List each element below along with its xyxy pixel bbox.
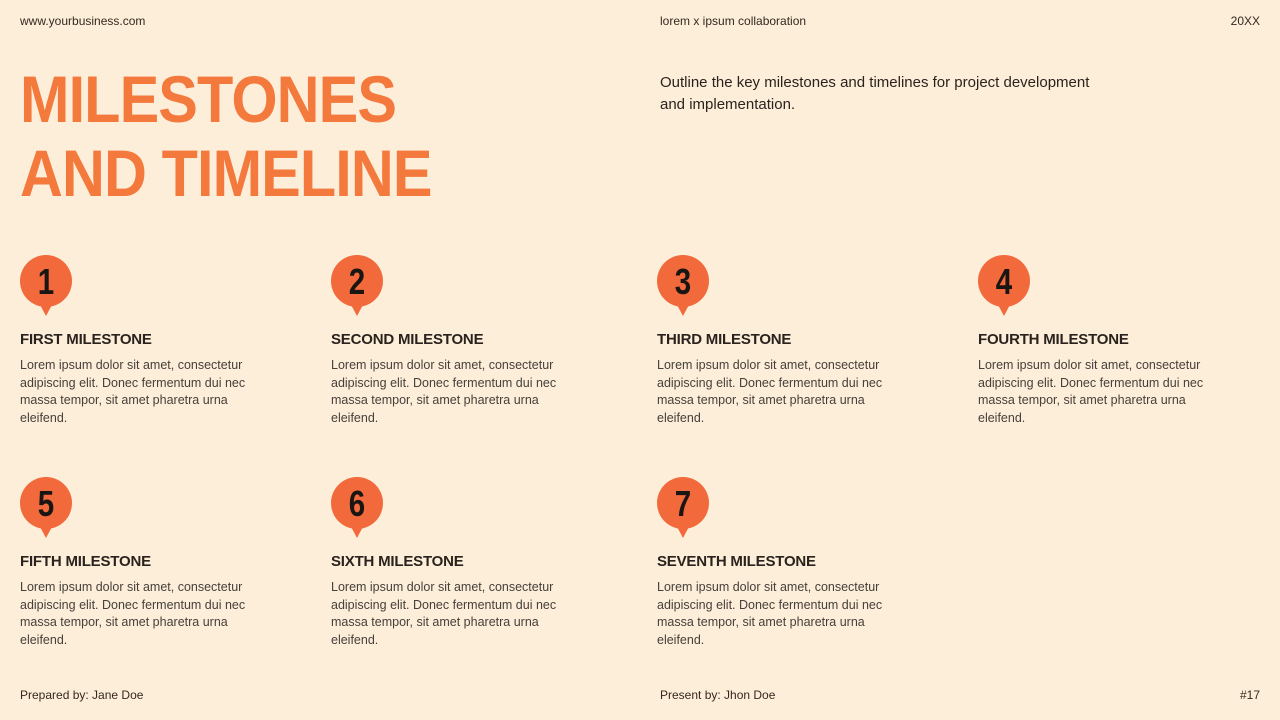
page-title	[20, 62, 432, 210]
milestone-body: Lorem ipsum dolor sit amet, consectetur adipiscing elit. Donec fermentum dui nec massa tempor, sit amet pharetra urna eleifend.	[331, 358, 557, 425]
milestone-body: Lorem ipsum dolor sit amet, consectetur adipiscing elit. Donec fermentum dui nec massa tempor, sit amet pharetra urna eleifend.	[978, 358, 1204, 425]
milestone-card-2	[331, 255, 657, 427]
present-by-label: Present by: Jhon Doe	[660, 688, 776, 702]
map-pin-icon	[657, 477, 709, 539]
milestone-body: Lorem ipsum dolor sit amet, consectetur adipiscing elit. Donec fermentum dui nec massa tempor, sit amet pharetra urna eleifend.	[331, 580, 557, 647]
milestone-card-1	[20, 255, 331, 427]
milestone-body: Lorem ipsum dolor sit amet, consectetur adipiscing elit. Donec fermentum dui nec massa tempor, sit amet pharetra urna eleifend.	[657, 580, 883, 647]
map-pin-icon	[978, 255, 1030, 317]
milestone-title: FIFTH MILESTONE	[20, 553, 151, 570]
milestone-number: 1	[37, 261, 55, 302]
prepared-by-label: Prepared by: Jane Doe	[20, 688, 144, 702]
milestone-body: Lorem ipsum dolor sit amet, consectetur adipiscing elit. Donec fermentum dui nec massa tempor, sit amet pharetra urna eleifend.	[20, 580, 246, 647]
milestone-body: Lorem ipsum dolor sit amet, consectetur adipiscing elit. Donec fermentum dui nec massa tempor, sit amet pharetra urna eleifend.	[657, 358, 883, 425]
milestone-number: 5	[37, 483, 55, 524]
milestone-body: Lorem ipsum dolor sit amet, consectetur adipiscing elit. Donec fermentum dui nec massa tempor, sit amet pharetra urna eleifend.	[20, 358, 246, 425]
milestone-number: 7	[674, 483, 692, 524]
milestone-number: 6	[348, 483, 366, 524]
map-pin-icon	[331, 477, 383, 539]
milestone-title: SECOND MILESTONE	[331, 331, 484, 348]
milestones-row-1	[20, 255, 1280, 427]
milestone-title: THIRD MILESTONE	[657, 331, 792, 348]
milestone-title: FOURTH MILESTONE	[978, 331, 1129, 348]
milestones-row-2	[20, 477, 1280, 649]
collaboration-label: lorem x ipsum collaboration	[660, 14, 807, 28]
map-pin-icon	[20, 477, 72, 539]
milestone-card-5	[20, 477, 331, 649]
bottom-meta-bar	[20, 688, 1260, 704]
slide-description: Outline the key milestones and timelines for project development and implementation.	[660, 74, 1090, 113]
milestone-card-6	[331, 477, 657, 649]
page-number: #17	[1239, 688, 1260, 702]
map-pin-icon	[20, 255, 72, 317]
map-pin-icon	[331, 255, 383, 317]
milestone-card-4	[978, 255, 1280, 427]
milestone-number: 2	[348, 261, 366, 302]
map-pin-icon	[657, 255, 709, 317]
website-url: www.yourbusiness.com	[20, 14, 146, 28]
year-label: 20XX	[1230, 14, 1260, 28]
page-title-line-2: AND TIMELINE	[20, 136, 432, 210]
page-title-line-1: MILESTONES	[20, 62, 397, 136]
top-meta-bar	[20, 14, 1260, 30]
milestone-card-3	[657, 255, 978, 427]
milestone-title: SEVENTH MILESTONE	[657, 553, 816, 570]
milestone-card-7	[657, 477, 978, 649]
milestone-number: 4	[995, 261, 1013, 302]
milestone-title: SIXTH MILESTONE	[331, 553, 464, 570]
milestone-title: FIRST MILESTONE	[20, 331, 152, 348]
milestone-number: 3	[674, 261, 692, 302]
